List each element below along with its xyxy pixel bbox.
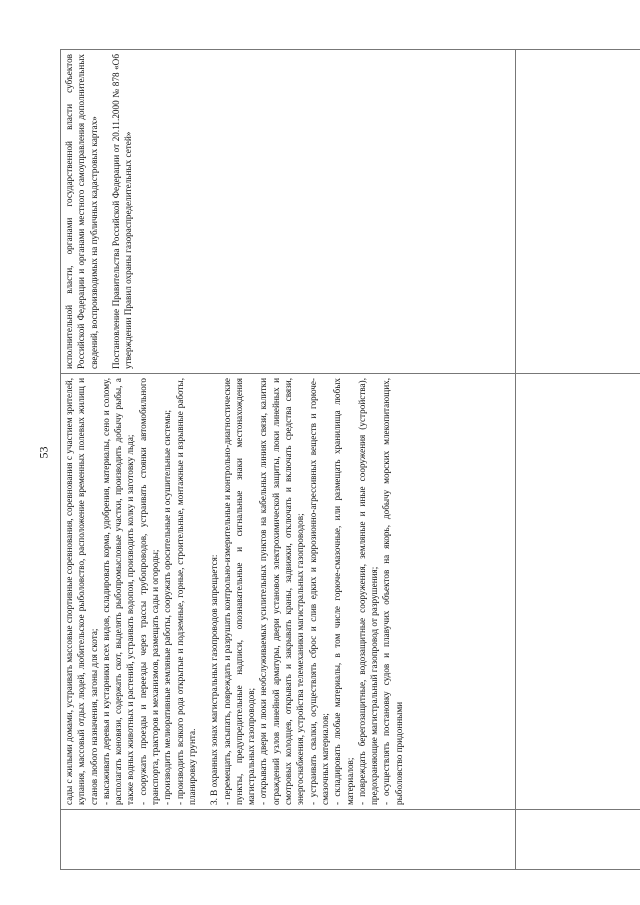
paragraph: - устраивать свалки, осуществлять сброс и слив едких и коррозионно-агрессивных веществ и горюче-смазочных материалов; <box>307 378 330 805</box>
table-row <box>61 50 516 870</box>
paragraph: Постановление Правительства Российской Федерации от 20.11.2000 № 878 «Об утверждении Правил охраны газораспределительных сетей» <box>110 54 134 369</box>
empty-cell <box>516 50 640 374</box>
paragraph: 3. В охранных зонах магистральных газопроводов запрещается: <box>209 554 220 805</box>
paragraph: - перемещать, засыпать, повреждать и разрушать контрольно-измерительные и контрольно-диагностические пункты, предупредительные надписи, опознавательные и сигнальные знаки местонахождения магистральных газопроводов; <box>221 378 257 805</box>
paragraph: - производить всякого рода открытые и подземные, горные, строительные, монтажные и взрывные работы, планировку грунта. <box>174 378 197 805</box>
paragraph: - сооружать проезды и переезды через трассы трубопроводов, устраивать стоянки автомобильного транспорта, тракторов и механизмов, размещать сады и огороды; <box>137 378 161 805</box>
empty-cell <box>61 810 516 870</box>
paragraph: - складировать любые материалы, в том числе горюче-смазочные, или размещать хранилища любых материалов; <box>332 378 355 805</box>
paragraph: сады с жилыми домами, устраивать массовые спортивные соревнования, соревнования с участием зрителей, купания, массовый отдых людей, любительское рыболовство, расположение временных полевых жилищ и станов любого назначения, загоны для скота; <box>64 378 99 805</box>
rotated-table <box>60 50 640 870</box>
reference-cell <box>61 50 516 374</box>
page-number: 53 <box>36 446 51 459</box>
paragraph: - осуществлять постановку судов и плавучих объектов на якорь, добычу морских млекопитающих, рыболовство придонными <box>381 378 404 805</box>
paragraph: - производить мелиоративные земляные работы, сооружать оросительные и осушительные системы; <box>162 409 173 805</box>
empty-cell <box>516 810 640 870</box>
paragraph: исполнительной власти, органами государственной власти субъектов Российской Федерации и органами местного самоуправления дополнительных сведений, воспроизводимых на публичных кадастровых картах» <box>64 54 99 369</box>
empty-cell <box>516 374 640 810</box>
paragraph: - высаживать деревья и кустарники всех видов, складировать корма, удобрения, материалы, сено и солому, располагать коновязи, содержать скот, выделять рыбопромысловые участки, производить добычу рыбы, а также водных животных и растений, устраивать водопои, производить колку и заготовку льда; <box>100 378 136 805</box>
paragraph: - открывать двери и люки необслуживаемых усилительных пунктов на кабельных линиях связи, калитки ограждений узлов линейной арматуры, двери установок электрохимической защиты, люки линейных и смотровых колодцев, открывать и закрывать краны, задвижки, отключать и включать средства связи, энергоснабжения, устройства телемеханики магистральных газопроводов; <box>258 378 306 805</box>
main-text-cell <box>61 374 516 810</box>
table-row <box>516 50 640 870</box>
paragraph: - повреждать берегозащитные, водозащитные сооружения, земляные и иные сооружения (устройства), предохраняющие магистральный газопровод от разрушения; <box>356 378 380 805</box>
regulation-table <box>60 49 640 870</box>
